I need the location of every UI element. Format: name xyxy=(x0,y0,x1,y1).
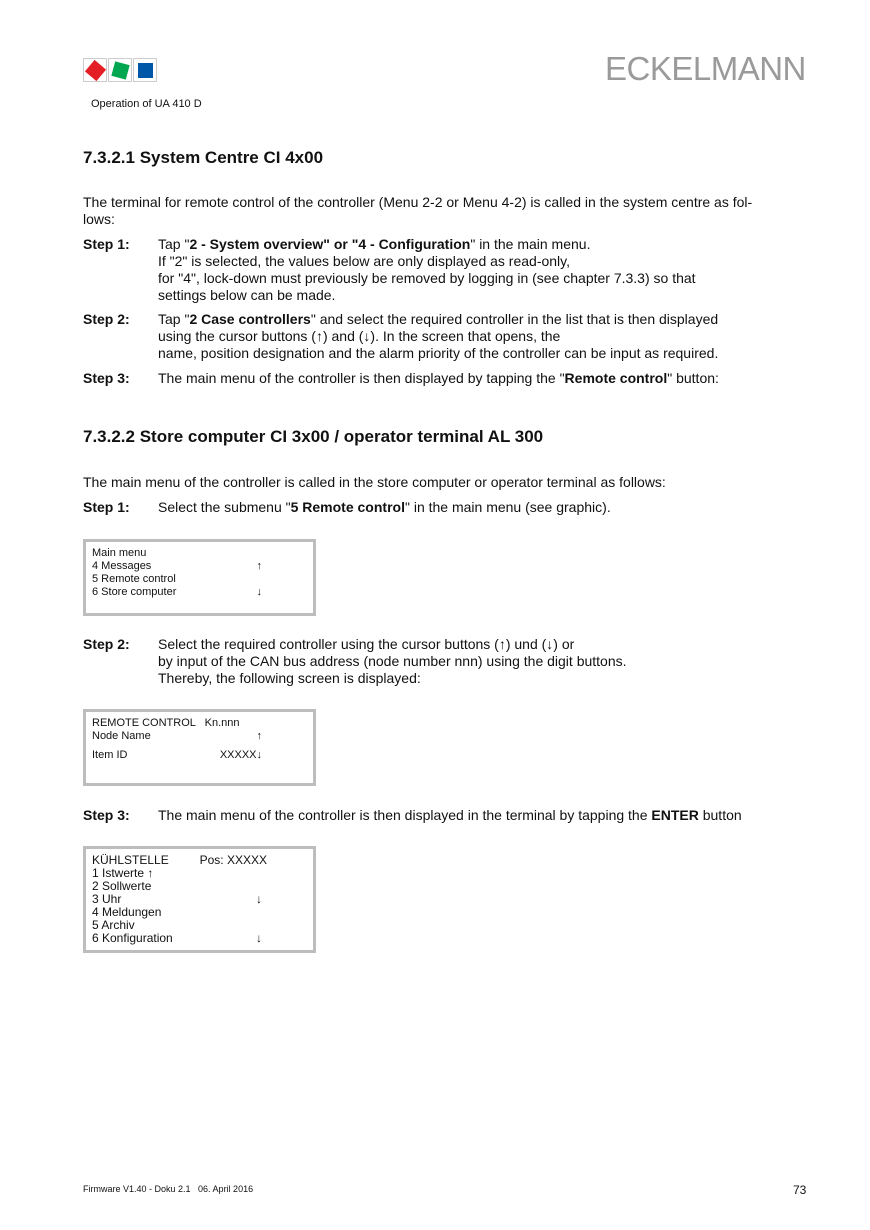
text: using the cursor buttons (↑) and (↓). In the screen that opens, the xyxy=(158,328,561,344)
paragraph: The main menu of the controller is called in the store computer or operator terminal as follows: xyxy=(83,474,666,490)
text-bold: 2 Case controllers xyxy=(189,311,311,327)
section-title: 7.3.2.2 Store computer CI 3x00 / operator terminal AL 300 xyxy=(83,427,544,446)
screen-line: Item ID xyxy=(92,749,128,761)
text: button xyxy=(698,807,742,823)
arrow-up-icon: ↑ xyxy=(256,730,262,742)
text: The main menu of the controller is then displayed in the terminal by tapping the xyxy=(158,807,652,823)
screen-line: 2 Sollwerte xyxy=(92,879,152,893)
footer-info: Firmware V1.40 - Doku 2.1 06. April 2016 xyxy=(83,1184,254,1194)
step-label: Step 2: xyxy=(83,311,130,327)
step-label: Step 3: xyxy=(83,370,130,386)
screen-line: KÜHLSTELLE xyxy=(92,853,169,867)
step-1 xyxy=(83,236,783,304)
text: Tap " xyxy=(158,311,190,327)
text: " and select the required controller in the list that is then displayed xyxy=(310,311,719,327)
step-2 xyxy=(83,311,783,362)
text-bold: 2 - System overview" or "4 - Configuration xyxy=(189,236,471,252)
screen-value: Pos: XXXXX xyxy=(199,853,267,867)
text: If "2" is selected, the values below are only displayed as read-only, xyxy=(158,253,571,269)
terminal-screen-remote-control xyxy=(83,709,316,786)
screen-line: 1 Istwerte ↑ xyxy=(92,866,154,880)
step-label: Step 2: xyxy=(83,636,130,652)
text: " button: xyxy=(667,370,719,386)
page-number: 73 xyxy=(793,1183,807,1197)
text-bold: ENTER xyxy=(651,807,699,823)
screen-line: 6 Store computer xyxy=(92,586,177,598)
terminal-screen-main-menu xyxy=(83,539,316,616)
text-bold: 5 Remote control xyxy=(290,499,405,515)
screen-line: 5 Remote control xyxy=(92,573,176,585)
text: Tap " xyxy=(158,236,190,252)
company-logo xyxy=(83,58,158,82)
step-1 xyxy=(83,499,783,516)
screen-value: XXXXX↓ xyxy=(219,749,262,761)
text: Select the submenu " xyxy=(158,499,291,515)
text: " in the main menu. xyxy=(470,236,591,252)
screen-line: 6 Konfiguration xyxy=(92,931,173,945)
doc-subtitle: Operation of UA 410 D xyxy=(91,98,202,110)
section-title: 7.3.2.1 System Centre CI 4x00 xyxy=(83,148,324,167)
text: " in the main menu (see graphic). xyxy=(404,499,611,515)
brand-name: ECKELMANN xyxy=(605,50,806,87)
text: Thereby, the following screen is displayed: xyxy=(158,670,421,686)
step-3 xyxy=(83,370,783,387)
screen-line: Main menu xyxy=(92,547,147,559)
step-label: Step 1: xyxy=(83,499,130,515)
text-bold: Remote control xyxy=(564,370,668,386)
text: The main menu of the controller is then displayed by tapping the " xyxy=(158,370,565,386)
arrow-down-icon: ↓ xyxy=(256,931,262,945)
text: for "4", lock-down must previously be removed by logging in (see chapter 7.3.3) so that xyxy=(158,270,696,286)
screen-line: 4 Meldungen xyxy=(92,905,162,919)
text: Select the required controller using the cursor buttons (↑) und (↓) or xyxy=(158,636,575,652)
paragraph: The terminal for remote control of the controller (Menu 2-2 or Menu 4-2) is called in the system centre as fol-lows: xyxy=(83,194,753,227)
arrow-down-icon: ↓ xyxy=(256,892,262,906)
arrow-down-icon: ↓ xyxy=(256,586,262,598)
screen-line: 3 Uhr xyxy=(92,892,122,906)
screen-line: Node Name xyxy=(92,730,151,742)
step-label: Step 1: xyxy=(83,236,130,252)
text: name, position designation and the alarm priority of the controller can be input as required. xyxy=(158,345,719,361)
screen-line: 4 Messages xyxy=(92,560,152,572)
screen-line: REMOTE CONTROL Kn.nnn xyxy=(92,717,240,729)
step-3 xyxy=(83,807,783,824)
text: by input of the CAN bus address (node number nnn) using the digit buttons. xyxy=(158,653,627,669)
text: settings below can be made. xyxy=(158,287,336,303)
step-label: Step 3: xyxy=(83,807,130,823)
arrow-up-icon: ↑ xyxy=(256,560,262,572)
step-2 xyxy=(83,636,783,687)
screen-line: 5 Archiv xyxy=(92,918,135,932)
terminal-screen-controller-menu xyxy=(83,846,316,953)
